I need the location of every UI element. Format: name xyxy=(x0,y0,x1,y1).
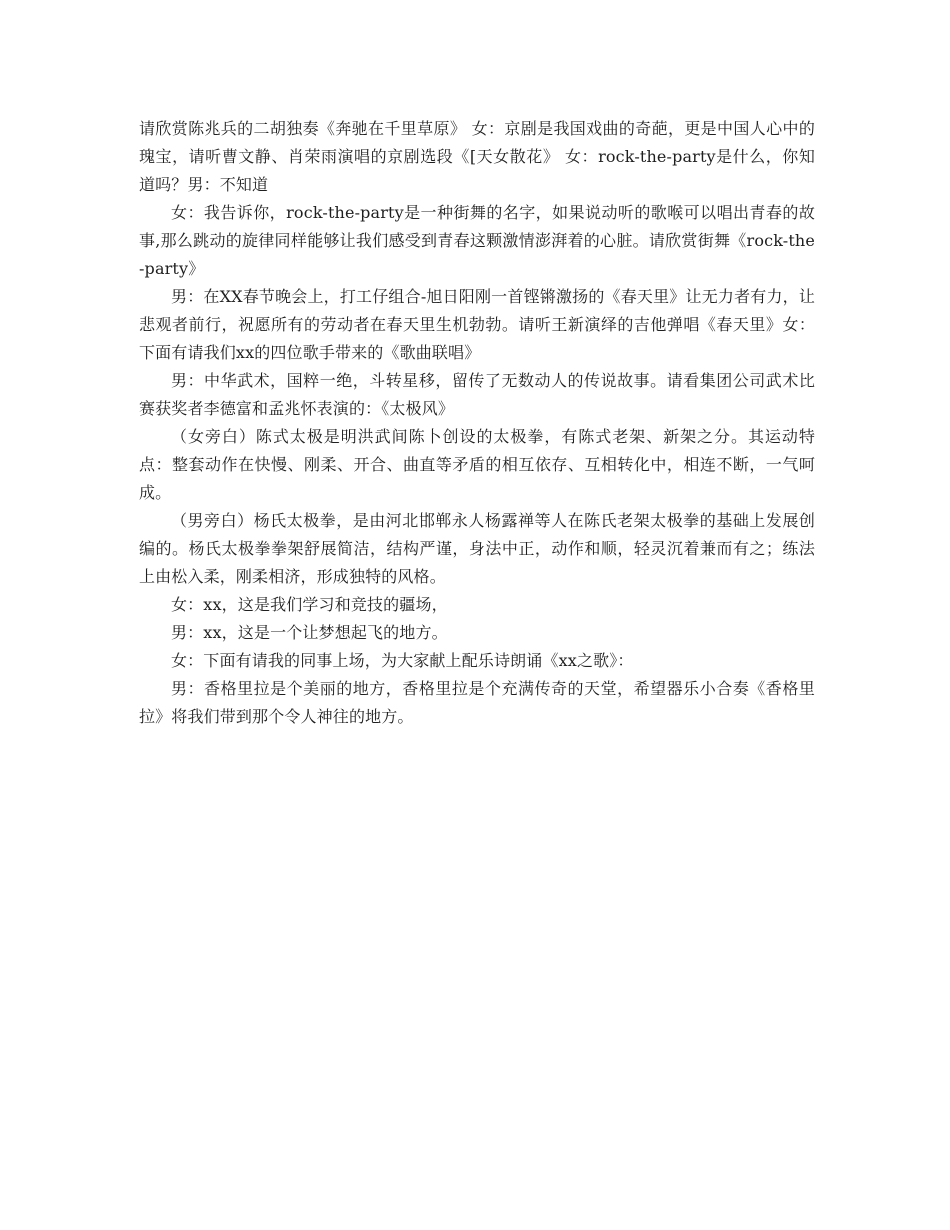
paragraph-5: （女旁白）陈式太极是明洪武间陈卜创设的太极拳，有陈式老架、新架之分。其运动特点：整套动作在快慢、刚柔、开合、曲直等矛盾的相互依存、互相转化中，相连不断，一气呵成。 xyxy=(139,427,815,502)
paragraph-1: 请欣赏陈兆兵的二胡独奏《奔驰在千里草原》 女：京剧是我国戏曲的奇葩，更是中国人心中的瑰宝，请听曹文静、肖荣雨演唱的京剧选段《[天女散花》 女：rock-the-party是什么，你知道吗？男：不知道 xyxy=(139,119,815,194)
paragraph-7: 女：xx，这是我们学习和竞技的疆场， xyxy=(171,595,448,614)
paragraph-2: 女：我告诉你，rock-the-party是一种街舞的名字，如果说动听的歌喉可以唱出青春的故事,那么跳动的旋律同样能够让我们感受到青春这颗激情澎湃着的心脏。请欣赏街舞《rock-the-party》 xyxy=(139,203,815,278)
paragraph-4: 男：中华武术，国粹一绝，斗转星移，留传了无数动人的传说故事。请看集团公司武术比赛获奖者李德富和孟兆怀表演的：《太极风》 xyxy=(139,371,815,418)
paragraph-10: 男：香格里拉是个美丽的地方，香格里拉是个充满传奇的天堂，希望器乐小合奏《香格里拉》将我们带到那个令人神往的地方。 xyxy=(139,679,815,726)
paragraph-3: 男：在XX春节晚会上，打工仔组合-旭日阳刚一首铿锵激扬的《春天里》让无力者有力，让悲观者前行，祝愿所有的劳动者在春天里生机勃勃。请听王新演绎的吉他弹唱《春天里》女：下面有请我们xx的四位歌手带来的《歌曲联唱》 xyxy=(139,287,815,362)
paragraph-6: （男旁白）杨氏太极拳，是由河北邯郸永人杨露禅等人在陈氏老架太极拳的基础上发展创编的。杨氏太极拳拳架舒展简洁，结构严谨，身法中正，动作和顺，轻灵沉着兼而有之；练法上由松入柔，刚柔相济，形成独特的风格。 xyxy=(139,511,815,586)
paragraph-8: 男：xx，这是一个让梦想起飞的地方。 xyxy=(171,623,448,642)
document-body xyxy=(139,115,815,731)
paragraph-9: 女：下面有请我的同事上场，为大家献上配乐诗朗诵《xx之歌》： xyxy=(171,651,634,670)
